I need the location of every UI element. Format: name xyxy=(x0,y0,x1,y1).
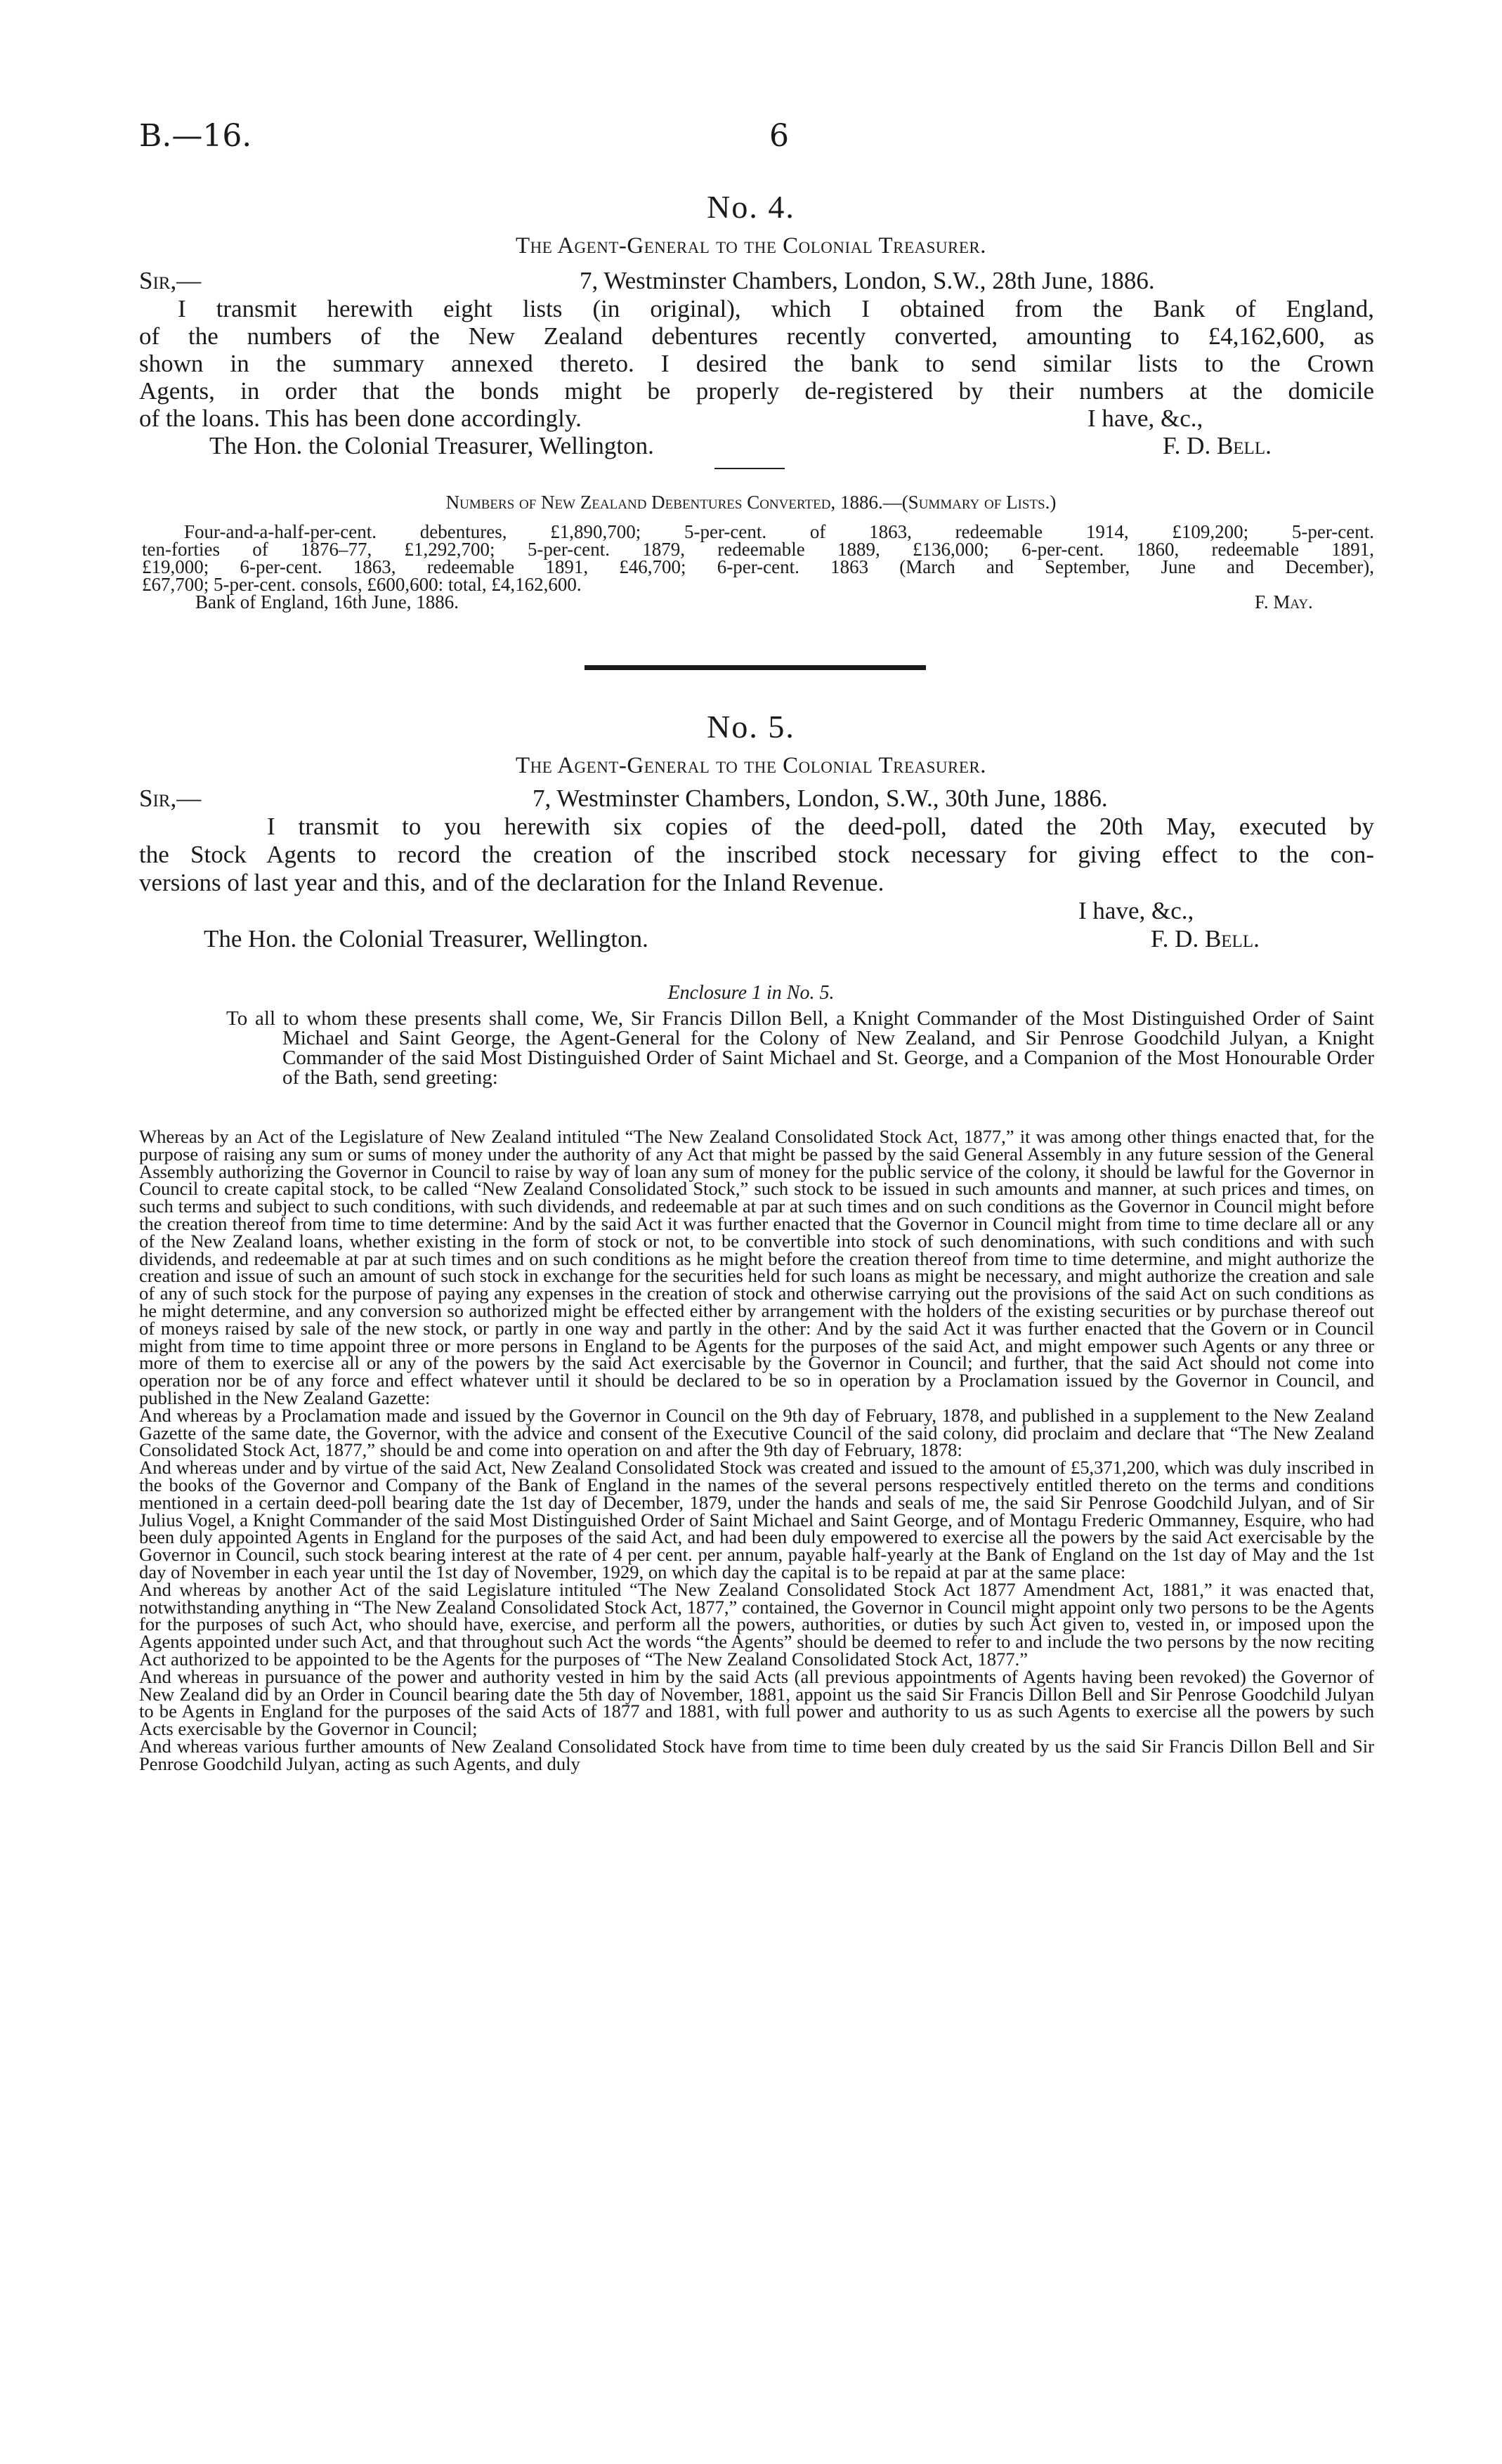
letter-5-body-line-1: I transmit to you herewith six copies of the deed-poll, dated the 20th May, executed by xyxy=(267,813,1374,840)
enclosure-paragraph-6: And whereas various further amounts of New Zealand Consolidated Stock have from time to time been duly created by us the said Sir Francis Dillon Bell and Sir Penrose Goodchild Julyan, acting as such Agents, and duly xyxy=(139,1735,1374,1774)
letter-5-addressee: The Hon. the Colonial Treasurer, Wellington. xyxy=(204,925,648,952)
summary-title: Numbers of New Zealand Debentures Converted, 1886.—(Summary of Lists.) xyxy=(445,492,1057,513)
letter-4-body-line-4: Agents, in order that the bonds might be properly de-registered by their numbers at the domicile xyxy=(139,377,1374,405)
letter-5-closing: I have, &c., xyxy=(1078,897,1194,924)
letter-5-body-last-line: versions of last year and this, and of the declaration for the Inland Revenue. xyxy=(139,869,884,896)
summary-source: Bank of England, 16th June, 1886. xyxy=(195,591,459,612)
letter-5-signature: F. D. Bell. xyxy=(1151,925,1260,952)
letter-4-heading: The Agent-General to the Colonial Treasurer. xyxy=(515,233,987,258)
enclosure-paragraph-3: And whereas under and by virtue of the said Act, New Zealand Consolidated Stock was created and issued to the amount of £5,371,200, which was duly inscribed in the books of the Governor and Company of the Bank of England in the names of the several persons respectively entitled thereto on the terms and conditions mentioned in a certain deed-poll bearing date the 1st day of December, 1879, under the hands and seals of me, the said Sir Penrose Goodchild Julyan, and of Sir Julius Vogel, a Knight Commander of the said Most Distinguished Order of Saint Michael and Saint George, and of Montagu Frederic Ommanney, Esquire, who had been duly appointed Agents in England for the purposes of the said Act, and had been duly empowered to exercise all the powers by the said Act exercisable by the Governor in Council, such stock bearing interest at the rate of 4 per cent. per annum, payable half-yearly at the Bank of England on the 1st day of May and the 1st day of November in each year until the 1st day of November, 1929, on which day the capital is to be repaid at par at the same place: xyxy=(139,1457,1374,1582)
letter-5-heading: The Agent-General to the Colonial Treasurer. xyxy=(515,753,987,778)
letter-4-signature: F. D. Bell. xyxy=(1163,432,1272,459)
letter-5-body-line-2: the Stock Agents to record the creation of the inscribed stock necessary for giving effect to the con- xyxy=(139,841,1374,868)
letter-4-body-last-line: of the loans. This has been done accordingly. xyxy=(139,405,582,432)
letter-4-body-line-2: of the numbers of the New Zealand debentures recently converted, amounting to £4,162,600, as xyxy=(139,322,1374,350)
summary-last-line: £67,700; 5-per-cent. consols, £600,600: total, £4,162,600. xyxy=(142,574,582,595)
letter-4-body-line-1: I transmit herewith eight lists (in original), which I obtained from the Bank of England, xyxy=(178,295,1374,322)
enclosure-paragraph-4: And whereas by another Act of the said Legislature intituled “The New Zealand Consolidated Stock Act 1877 Amendment Act, 1881,” it was enacted that, notwithstanding anything in “The New Zealand Consolidated Stock Act, 1877,” contained, the Governor in Council might appoint only two persons to be the Agents for the purposes of such Act, who should have, exercise, and perform all the powers, authorities, or duties by such Act given to, vested in, or imposed upon the Agents appointed under such Act, and that throughout such Act the words “the Agents” should be deemed to refer to and include the two persons by the now reciting Act authorized to be appointed to be the Agents for the purposes of “The New Zealand Consolidated Stock Act, 1877.” xyxy=(139,1578,1374,1670)
enclosure-title: Enclosure 1 in No. 5. xyxy=(667,982,835,1004)
letter-4-salutation: Sir,— xyxy=(139,267,202,294)
enclosure-paragraph-2: And whereas by a Proclamation made and issued by the Governor in Council on the 9th day of February, 1878, and published in a supplement to the New Zealand Gazette of the same date, the Governor, with the advice and consent of the Executive Council of the said colony, did proclaim and declare that “The New Zealand Consolidated Stock Act, 1877,” should be and come into operation on and after the 9th day of February, 1878: xyxy=(139,1404,1374,1461)
letter-4-addressee: The Hon. the Colonial Treasurer, Wellington. xyxy=(209,432,654,459)
page-number: 6 xyxy=(769,118,789,154)
enclosure-preamble-text: To all to whom these presents shall come, We, Sir Francis Dillon Bell, a Knight Commander of the Most Distinguished Order of Saint Michael and Saint George, the Agent-General for the Colony of New Zealand, and Sir Penrose Goodchild Julyan, a Knight Commander of the said Most Distinguished Order of Saint Michael and St. George, and a Companion of the Most Honourable Order of the Bath, send greeting: xyxy=(226,1007,1374,1089)
enclosure-paragraph-5: And whereas in pursuance of the power and authority vested in him by the said Acts (all previous appointments of Agents having been revoked) the Governor of New Zealand did by an Order in Council bearing date the 5th day of November, 1881, appoint us the said Sir Francis Dillon Bell and Sir Penrose Goodchild Julyan to be Agents in England for the purposes of the said Acts of 1877 and 1881, with full power and authority to us as such Agents to exercise all the powers by such Acts exercisable by the Governor in Council; xyxy=(139,1665,1374,1740)
letter-4-closing: I have, &c., xyxy=(1088,405,1203,432)
summary-line-3: £19,000; 6-per-cent. 1863, redeemable 1891, £46,700; 6-per-cent. 1863 (March and September, June and December), xyxy=(142,556,1374,577)
letter-5-number: No. 5. xyxy=(707,709,795,745)
letter-5-address: 7, Westminster Chambers, London, S.W., 30th June, 1886. xyxy=(533,785,1108,812)
enclosure-paragraph-1: Whereas by an Act of the Legislature of New Zealand intituled “The New Zealand Consolidated Stock Act, 1877,” it was among other things enacted that, for the purpose of raising any sum or sums of money under the authority of any Act that might be passed by the said General Assembly in any future session of the General Assembly authorizing the Governor in Council to raise by way of loan any sum of money for the public service of the colony, it should be lawful for the Governor in Council to create capital stock, to be called “New Zealand Consolidated Stock,” such stock to be issued in such amounts and manner, at such prices and times, on such terms and subject to such conditions, with such dividends, and redeemable at par at such times and on such conditions as the Governor in Council might before the creation thereof from time to time determine: And by the said Act it was further enacted that the Governor in Council might from time to time declare all or any of the New Zealand loans, whether existing in the form of stock or not, to be convertible into stock of such denominations, with such conditions and with such dividends, and redeemable at par at such times and on such conditions as he might before the creation thereof from time to time determine, and might authorize the creation and issue of such an amount of such stock in exchange for the securities held for such loans as might be necessary, and might authorize the creation and sale of any of such stock for the purpose of paying any expenses in the creation of stock and otherwise carrying out the provisions of the said Act on such conditions as he might determine, and any conversion so authorized might be effected either by arrangement with the holders of the existing securities or by purchase thereof out of moneys raised by sale of the new stock, or partly in one way and partly in the other: And by the said Act it was further enacted that the Govern or in Council might from time to time appoint three or more persons in England to be Agents for the purposes of the said Act, and might empower such Agents or any three or more of them to exercise all or any of the powers by the said Act exercisable by the Governor in Council; and further, that the said Act should not come into operation nor be of any force and effect whatever until it should be declared to be so in operation by a Proclamation issued by the Governor in Council, and published in the New Zealand Gazette: xyxy=(139,1126,1374,1408)
summary-signature: F. May. xyxy=(1255,591,1313,612)
letter-4-address: 7, Westminster Chambers, London, S.W., 28th June, 1886. xyxy=(580,267,1155,294)
letter-5-salutation: Sir,— xyxy=(139,785,202,812)
letter-4-number: No. 4. xyxy=(707,189,795,225)
letter-4-body-line-3: shown in the summary annexed thereto. I desired the bank to send similar lists to the Crown xyxy=(139,350,1374,377)
enclosure-preamble xyxy=(184,1009,1374,1087)
summary-line-2: ten-forties of 1876–77, £1,292,700; 5-per-cent. 1879, redeemable 1889, £136,000; 6-per-cent. 1860, redeemable 1891, xyxy=(142,539,1374,560)
section-divider xyxy=(585,665,926,670)
short-divider xyxy=(714,468,785,469)
summary-line-1: Four-and-a-half-per-cent. debentures, £1,890,700; 5-per-cent. of 1863, redeemable 1914, £109,200; 5-per-cent. xyxy=(184,521,1374,542)
enclosure-body xyxy=(139,1128,1374,1772)
report-reference: B.—16. xyxy=(139,118,252,154)
